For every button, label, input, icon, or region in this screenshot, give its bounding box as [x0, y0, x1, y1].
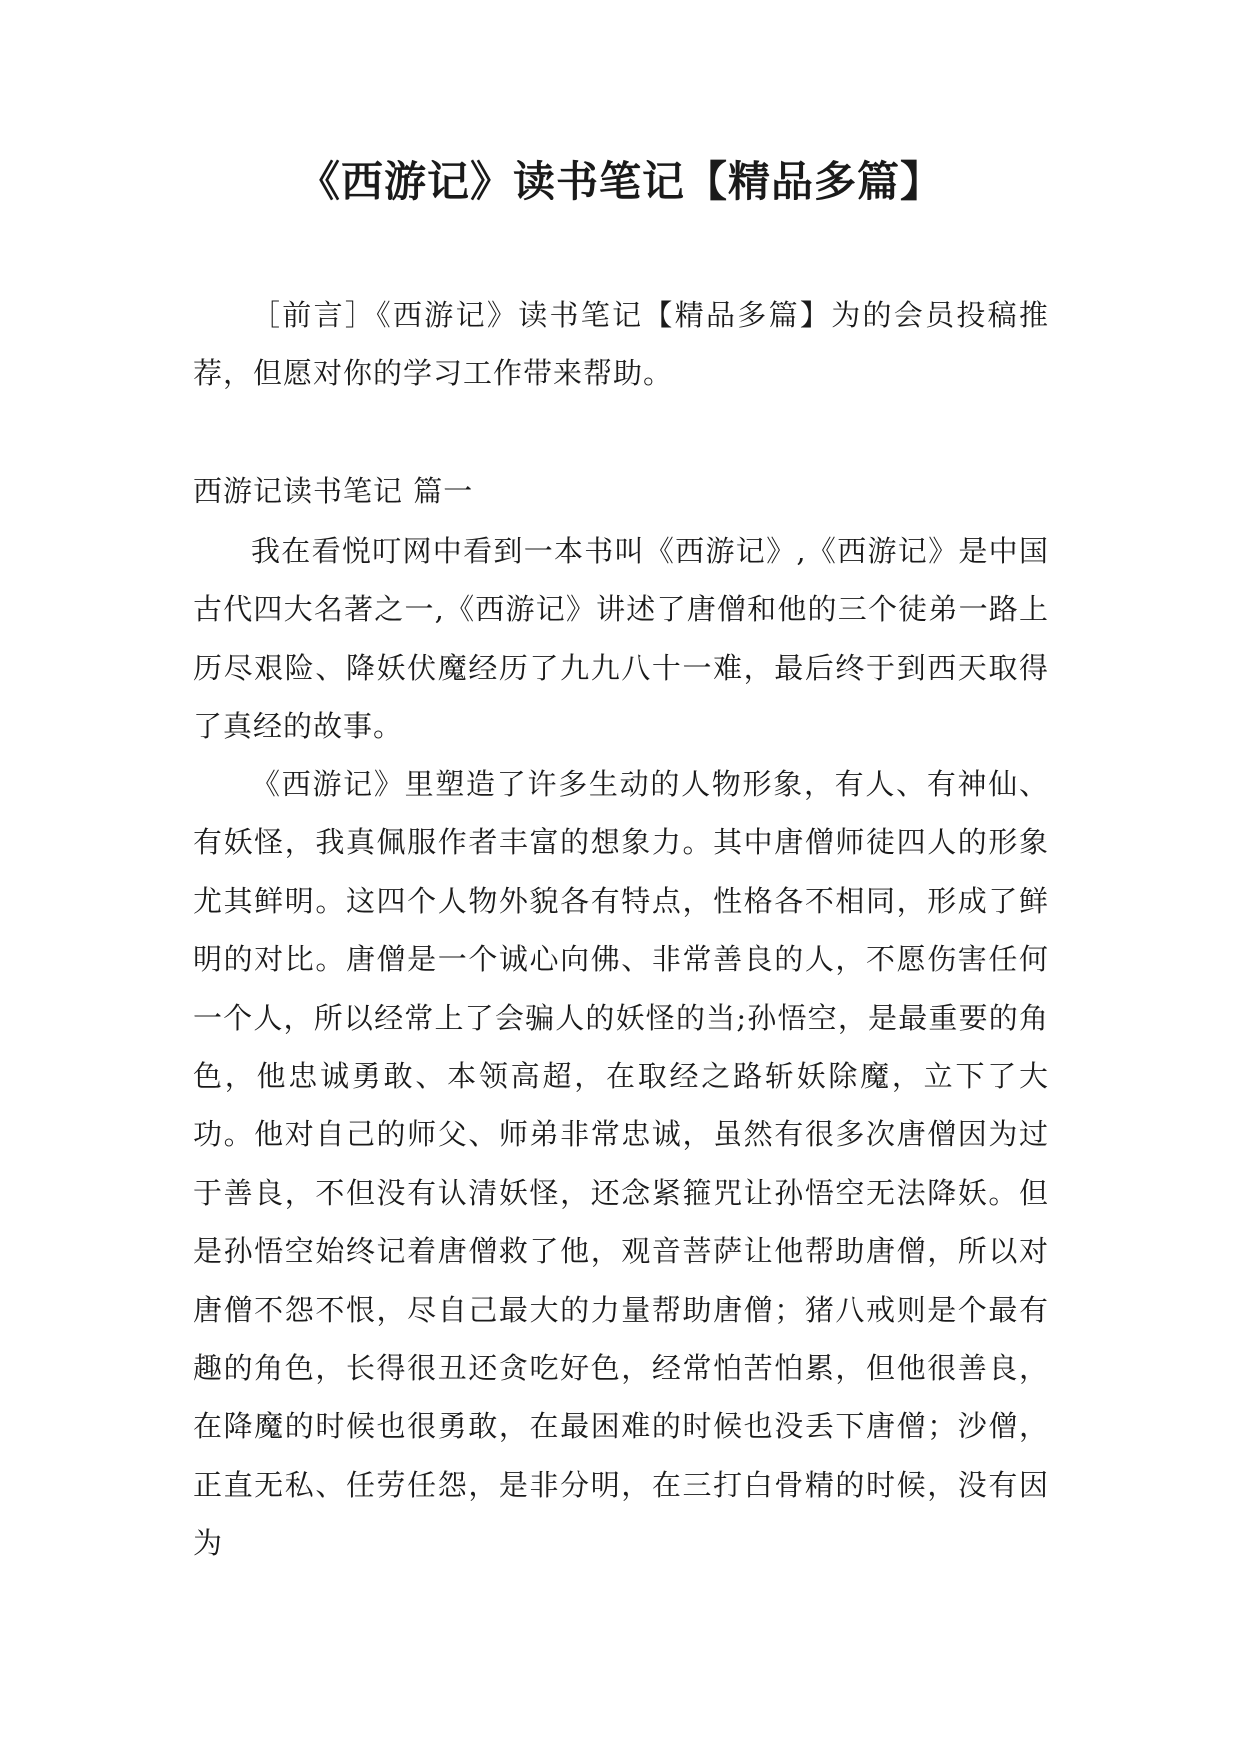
section-heading: 西游记读书笔记 篇一: [193, 474, 474, 508]
body-paragraph-1: 我在看悦叮网中看到一本书叫《西游记》,《西游记》是中国古代四大名著之一,《西游记》讲述了唐僧和他的三个徒弟一路上历尽艰险、降妖伏魔经历了九九八十一难，最后终于到西天取得了真经的故事。: [193, 534, 1049, 744]
body-paragraph-2: 《西游记》里塑造了许多生动的人物形象，有人、有神仙、有妖怪，我真佩服作者丰富的想象力。其中唐僧师徒四人的形象尤其鲜明。这四个人物外貌各有特点，性格各不相同，形成了鲜明的对比。唐僧是一个诚心向佛、非常善良的人，不愿伤害任何一个人，所以经常上了会骗人的妖怪的当;孙悟空，是最重要的角色，他忠诚勇敢、本领高超，在取经之路斩妖除魔，立下了大功。他对自己的师父、师弟非常忠诚，虽然有很多次唐僧因为过于善良，不但没有认清妖怪，还念紧箍咒让孙悟空无法降妖。但是孙悟空始终记着唐僧救了他，观音菩萨让他帮助唐僧，所以对唐僧不怨不恨，尽自己最大的力量帮助唐僧；猪八戒则是个最有趣的角色，长得很丑还贪吃好色，经常怕苦怕累，但他很善良，在降魔的时候也很勇敢，在最困难的时候也没丢下唐僧；沙僧，正直无私、任劳任怨，是非分明，在三打白骨精的时候，没有因为: [193, 767, 1049, 1561]
document-title: 《西游记》读书笔记【精品多篇】: [297, 157, 943, 206]
preface-paragraph: ［前言］《西游记》读书笔记【精品多篇】为的会员投稿推荐，但愿对你的学习工作带来帮助。: [193, 298, 1049, 391]
